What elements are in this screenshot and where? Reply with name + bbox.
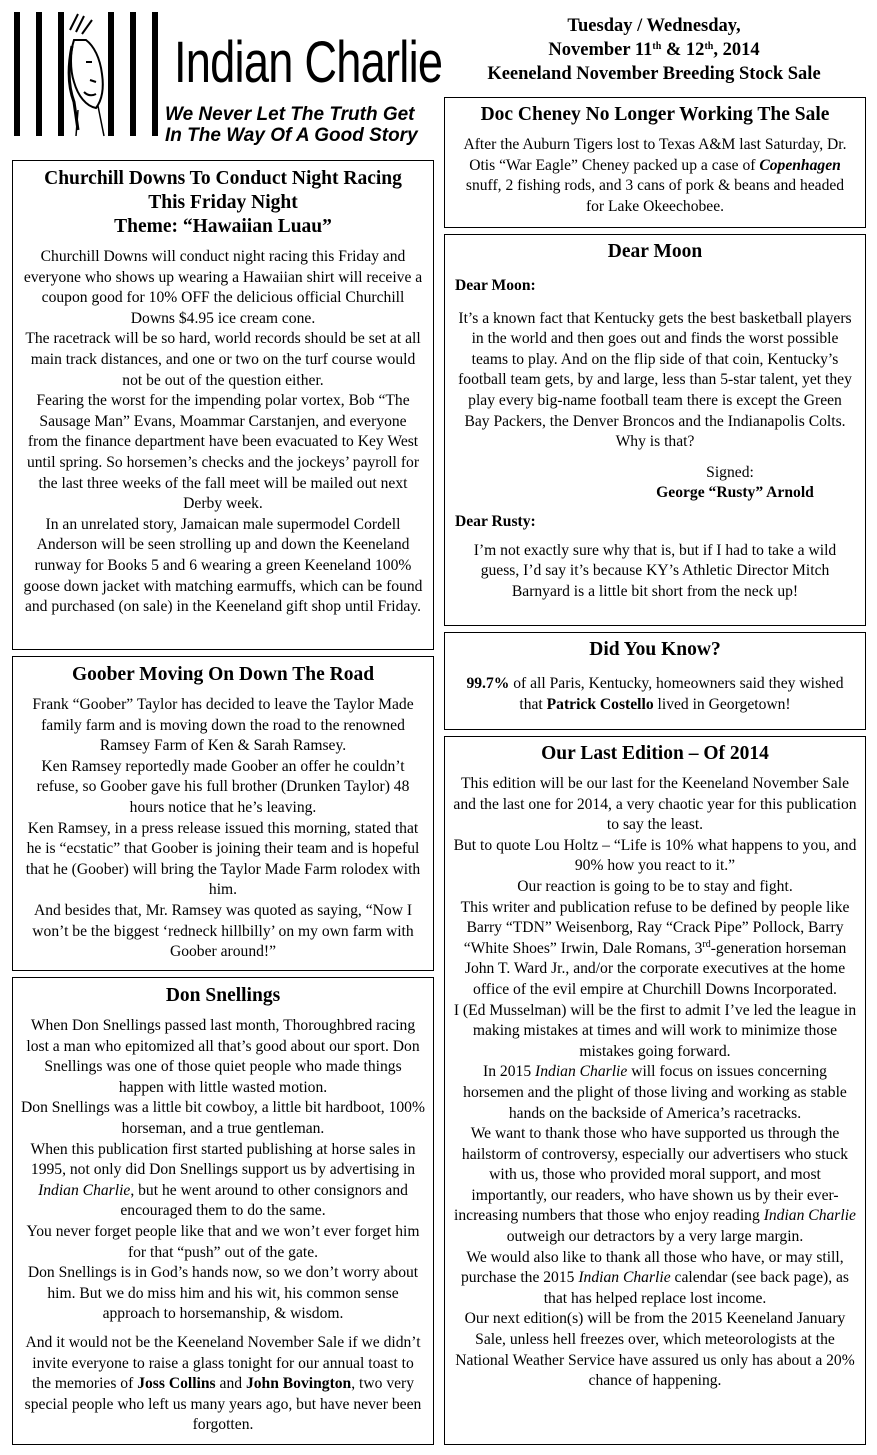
dateline-date: November 11th & 12th, 2014 [548, 40, 760, 60]
masthead [12, 10, 443, 150]
article-paragraph: In an unrelated story, Jamaican male supermodel Cordell Anderson will be seen strolling up and down the Keeneland runway for Books 5 and 6 wearing a green Keeneland 100% goose down jacket with matching earmuffs, which can be found and purchased (on sale) in the Keeneland gift shop until Friday. [23, 515, 423, 616]
article-paragraph: When Don Snellings passed last month, Thoroughbred racing lost a man who epitomized all that’s good about our sport. Don Snellings was one of those quiet people who made things happen with little wasted motion. [26, 1017, 420, 1096]
article-paragraph: You never forget people like that and we won’t ever forget him for that “push” out of the gate. [26, 1222, 420, 1261]
article-title-line-2: This Friday Night [148, 192, 298, 213]
article-paragraph: Don Snellings was a little bit cowboy, a little bit hardboot, 100% horseman, and a true gentleman. [21, 1099, 425, 1137]
article-paragraph: This edition will be our last for the Keeneland November Sale and the last one for 2014, a very chaotic year for this publication to say the least. [453, 775, 857, 834]
reply-salutation: Dear Rusty: [455, 512, 536, 530]
letter-signed: Signed: [706, 463, 754, 481]
article-paragraph: And it would not be the Keeneland November Sale if we didn’t invite everyone to raise a glass tonight for our annual toast to the memories of Joss Collins and John Bovington, two very special people who left us many years ago, but have never been forgotten. [24, 1333, 422, 1434]
article-title: Don Snellings [165, 985, 281, 1006]
article-title: Doc Cheney No Longer Working The Sale [480, 104, 830, 125]
article-paragraph: In 2015 Indian Charlie will focus on issues concerning horsemen and the plight of those living and working as stable hands on the backside of America’s racetracks. [463, 1063, 847, 1122]
letter-signer: George “Rusty” Arnold [656, 484, 814, 502]
article-paragraph: Ken Ramsey, in a press release issued this morning, stated that he is “ecstatic” that Goober is joining their team and is hopeful that he (Goober) will bring the Taylor Made Farm rolodex with him. [25, 819, 421, 899]
article-paragraph: Churchill Downs will conduct night racing this Friday and everyone who shows up wearing a Hawaiian shirt will receive a coupon good for 10% OFF the delicious official Churchill Downs $4.95 ice cream cone. [23, 248, 423, 327]
article-title: Churchill Downs To Conduct Night Racing [44, 168, 402, 189]
dateline-event: Keeneland November Breeding Stock Sale [487, 64, 821, 84]
article-paragraph: We want to thank those who have supported us through the hailstorm of controversy, especially our advertisers who stuck with us, those who provided moral support, and most importantly, our readers, who have shown us by their ever-increasing numbers that those who enjoy reading Indian Charlie outweigh our detractors by a very large margin. [454, 1125, 856, 1246]
letter-salutation: Dear Moon: [455, 277, 536, 294]
article-paragraph: We would also like to thank all those who have, or may still, purchase the 2015 Indian Charlie calendar (see back page), as that has helped replace lost income. [461, 1248, 849, 1307]
article-title: Goober Moving On Down The Road [71, 664, 375, 685]
article-title: Dear Moon [607, 241, 703, 262]
article-paragraph: But to quote Lou Holtz – “Life is 10% what happens to you, and 90% how you react to it.” [453, 836, 857, 875]
article-paragraph: The racetrack will be so hard, world records should be set at all main track distances, and one or two on the turf course would not be out of the question either. [25, 330, 421, 389]
dateline-day: Tuesday / Wednesday, [567, 16, 741, 36]
letter-body: It’s a known fact that Kentucky gets the best basketball players in the world and then goes out and finds the worst possible teams to play. And on the flip side of that coin, Kentucky’s football team gets, by and large, less than 5-star talent, yet they play every big-name football team there is except the Green Bay Packers, the Denver Broncos and the Indianapolis Colts. [458, 309, 852, 430]
article-title: Our Last Edition – Of 2014 [541, 743, 769, 764]
article-paragraph: When this publication first started publishing at horse sales in 1995, not only did Don Snellings support us by advertising in Indian Charlie, but he went around to other consignors and encouraged them to do the same. [30, 1140, 416, 1220]
article-dear-moon [444, 234, 866, 626]
dateline [442, 14, 866, 86]
masthead-tagline [165, 104, 418, 146]
article-paragraph: Frank “Goober” Taylor has decided to leave the Taylor Made family farm and is moving down the road to the renowned Ramsey Farm of Ken & Sarah Ramsey. [32, 696, 414, 755]
article-paragraph: And besides that, Mr. Ramsey was quoted as saying, “Now I won’t be the biggest ‘redneck hillbilly’ on my own farm with Goober around!” [32, 901, 414, 961]
article-churchill-night-racing [12, 160, 434, 650]
article-paragraph: Don Snellings is in God’s hands now, so we don’t worry about him. But we do miss him and his wit, his common sense approach to horsemanship, & wisdom. [27, 1264, 419, 1323]
article-subtitle: Theme: “Hawaiian Luau” [114, 216, 332, 237]
article-paragraph: 99.7% of all Paris, Kentucky, homeowners said they wished that Patrick Costello lived in Georgetown! [466, 675, 844, 713]
tagline-line-2: In The Way Of A Good Story [165, 125, 418, 146]
article-paragraph: This writer and publication refuse to be defined by people like Barry “TDN” Weisenborg, Ray “Crack Pipe” Pollock, Barry “White Shoes” Irwin, Dale Romans, 3rd-generation horseman John T. Ward Jr., and/or the corporate executives at the home office of the evil empire at Churchill Downs Incorporated. [460, 898, 850, 998]
article-paragraph: Our next edition(s) will be from the 2015 Keeneland January Sale, unless hell freezes over, which meteorologists at the National Weather Service have assured us only has about a 20% chance of happening. [455, 1310, 855, 1390]
jail-bars-logo-icon [12, 10, 162, 140]
article-paragraph: I (Ed Musselman) will be the first to admit I’ve led the league in making mistakes at times and will work to minimize those mistakes going forward. [453, 1001, 857, 1060]
article-don-snellings [12, 977, 434, 1445]
article-paragraph: Our reaction is going to be to stay and fight. [517, 877, 793, 895]
article-goober [12, 656, 434, 971]
masthead-title: Indian Charlie [174, 30, 443, 95]
tagline-line-1: We Never Let The Truth Get [165, 104, 415, 125]
article-did-you-know [444, 632, 866, 730]
article-paragraph: Ken Ramsey reportedly made Goober an offer he couldn’t refuse, so Goober gave his full brother (Drunken Taylor) 48 hours notice that he’s leaving. [36, 757, 410, 816]
article-paragraph: After the Auburn Tigers lost to Texas A&M last Saturday, Dr. Otis “War Eagle” Cheney packed up a case of Copenhagen snuff, 2 fishing rods, and 3 cans of pork & beans and headed for Lake Okeechobee. [463, 136, 847, 215]
article-title: Did You Know? [589, 639, 721, 660]
letter-question: Why is that? [615, 433, 695, 451]
reply-body: I’m not exactly sure why that is, but if I had to take a wild guess, I’d say it’s because KY’s Athletic Director Mitch Barnyard is a little bit short from the neck up! [473, 541, 837, 600]
article-last-edition [444, 736, 866, 1445]
article-doc-cheney [444, 97, 866, 228]
article-paragraph: Fearing the worst for the impending polar vortex, Bob “The Sausage Man” Evans, Moammar Carstanjen, and everyone from the finance department have been evacuated to Key West until spring. So horsemen’s checks and the jockeys’ payroll for the last three weeks of the fall meet will be mailed out next Derby week. [26, 392, 420, 513]
